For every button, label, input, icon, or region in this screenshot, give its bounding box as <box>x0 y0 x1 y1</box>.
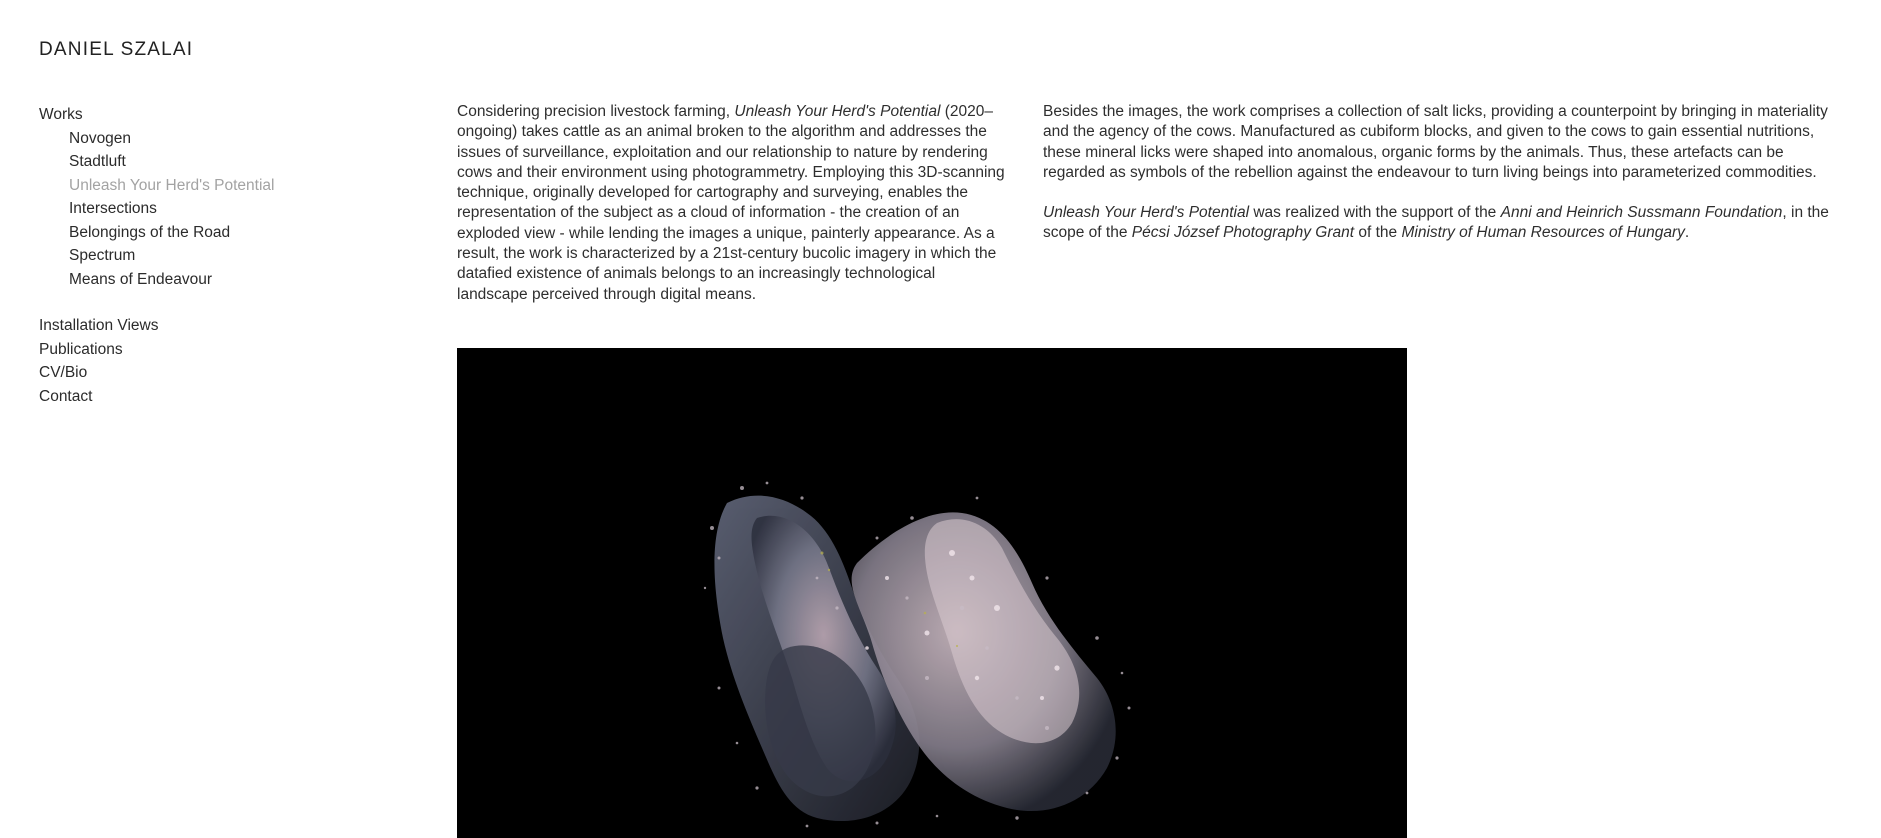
description-text: Considering precision livestock farming, <box>457 103 735 120</box>
nav-installation-views[interactable]: Installation Views <box>39 317 159 334</box>
nav-work-novogen[interactable]: Novogen <box>69 129 132 147</box>
nav-work-belongings-of-the-road[interactable]: Belongings of the Road <box>69 223 231 241</box>
nav-works[interactable]: Works <box>39 106 83 123</box>
nav-cv-bio[interactable]: CV/Bio <box>39 364 88 381</box>
artwork-image[interactable] <box>457 348 1407 838</box>
description-column-right <box>1043 102 1843 244</box>
secondary-menu <box>39 314 369 408</box>
credits-text: . <box>1684 224 1690 242</box>
grant-name: Pécsi József Photography Grant <box>1131 224 1355 242</box>
credits-text: , in the scope of the <box>1043 204 1829 242</box>
description-paragraph: Besides the images, the work comprises a collection of salt licks, providing a counterpoint by bringing in materiality and the agency of the cows. Manufactured as cubiform blocks, and given to the cows to gain essential nutritions, these mineral licks were shaped into anomalous, organic forms by the animals. Thus, these artefacts can be regarded as symbols of the rebellion against the endeavour to turn living beings into parameterized commodities. <box>1043 103 1828 181</box>
description-paragraph <box>457 102 1007 305</box>
credits-paragraph <box>1043 203 1843 244</box>
site-title[interactable]: DANIEL SZALAI <box>39 39 194 60</box>
salt-lick-photogrammetry-render <box>457 348 1407 838</box>
nav-work-intersections[interactable]: Intersections <box>69 200 157 217</box>
work-title: Unleash Your Herd's Potential <box>1043 204 1250 222</box>
work-title: Unleash Your Herd's Potential <box>734 103 941 120</box>
salt-lick-shape <box>714 496 1115 821</box>
nav-publications[interactable]: Publications <box>39 340 123 358</box>
nav-work-means-of-endeavour[interactable]: Means of Endeavour <box>69 270 213 288</box>
nav-work-spectrum[interactable]: Spectrum <box>69 247 136 264</box>
works-submenu <box>39 127 369 292</box>
nav-contact[interactable]: Contact <box>39 387 93 405</box>
nav-work-unleash-your-herds-potential[interactable]: Unleash Your Herd's Potential <box>69 176 275 194</box>
credits-text: of the <box>1354 224 1402 242</box>
description-text: (2020–ongoing) takes cattle as an animal broken to the algorithm and addresses the issues of surveillance, exploitation and our relationship to nature by rendering cows and their environment using photogrammetry. Employing this 3D-scanning technique, originally developed for cartography and surveying, enables the representation of the subject as a cloud of information - the creation of an exploded view - while lending the images a unique, painterly appearance. As a result, the work is characterized by a 21st-century bucolic imagery in which the datafied existence of animals belongs to an increasingly technological landscape perceived through digital means. <box>457 103 1005 303</box>
nav-work-stadtluft[interactable]: Stadtluft <box>69 153 126 170</box>
nav-spacer <box>39 291 369 314</box>
description-column-left <box>457 102 1007 305</box>
ministry-name: Ministry of Human Resources of Hungary <box>1401 224 1685 242</box>
credits-text: was realized with the support of the <box>1249 204 1501 222</box>
sidebar-nav <box>39 103 369 408</box>
foundation-name: Anni and Heinrich Sussmann Foundation <box>1500 204 1783 222</box>
